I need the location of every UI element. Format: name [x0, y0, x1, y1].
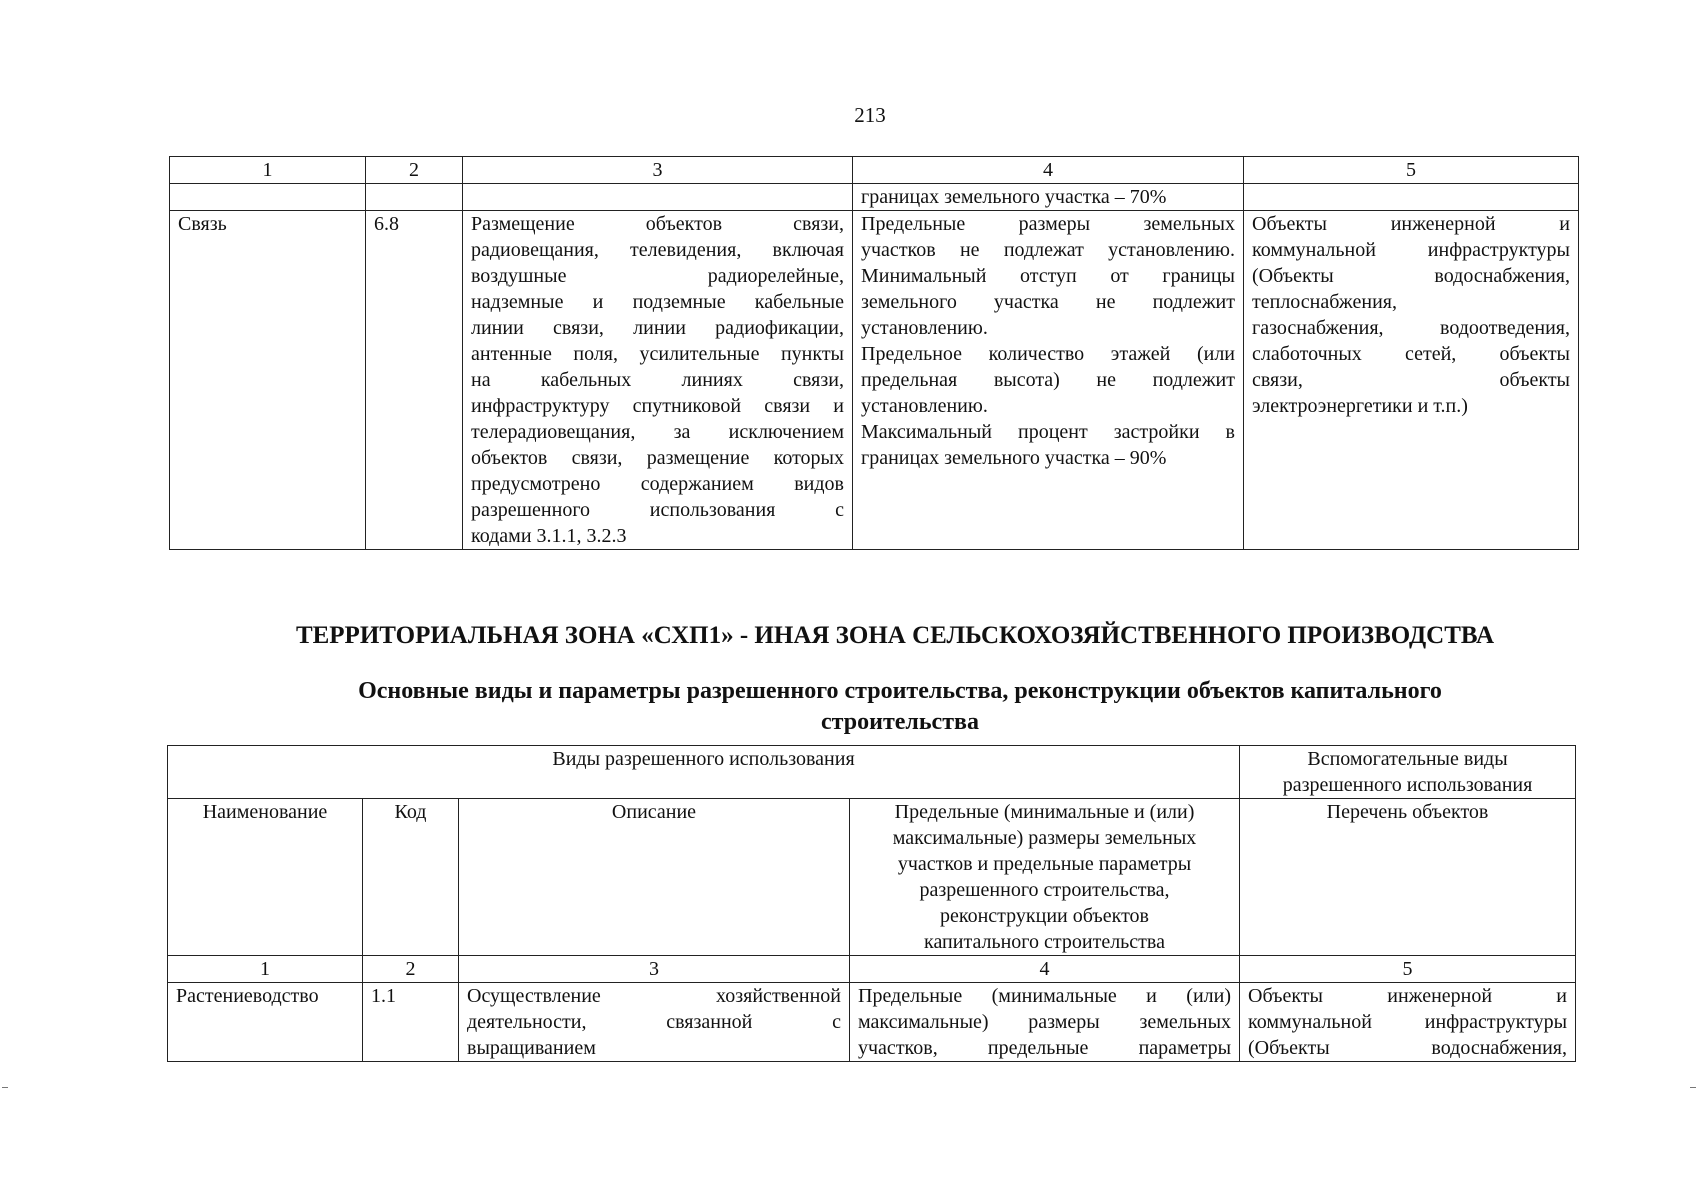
scan-edge-mark: [1690, 1087, 1696, 1088]
column-number-row: [168, 956, 1576, 983]
header-objects: Перечень объектов: [1240, 799, 1576, 956]
col-number: 2: [366, 157, 463, 184]
col-number: 3: [459, 956, 850, 983]
auxiliary-objects: Объекты инженерной и коммунальной инфраструктуры (Объекты водоснабжения, теплоснабжения, газоснабжения, водоотведения, слаботочных сетей, объекты связи, объекты электроэнергетики и т.п.): [1244, 211, 1579, 550]
use-parameters: Предельные (минимальные и (или) максимальные) размеры земельных участков, предельные параметры: [850, 983, 1240, 1062]
column-header-row: [168, 799, 1576, 956]
col-number: 4: [853, 157, 1244, 184]
section-subtitle: Основные виды и параметры разрешенного строительства, реконструкции объектов капитального строительства: [358, 678, 1442, 735]
use-description: Размещение объектов связи, радиовещания, телевидения, включая воздушные радиорелейные, надземные и подземные кабельные линии связи, линии радиофикации, антенные поля, усилительные пункты на кабельных линиях связи, инфраструктуру спутниковой связи и телерадиовещания, за исключением объектов связи, размещение которых предусмотрено содержанием видов разрешенного использования с кодами 3.1.1, 3.2.3: [463, 211, 853, 550]
scan-edge-mark: [2, 1087, 8, 1088]
col-number: 2: [363, 956, 459, 983]
use-parameters: Предельные размеры земельных участков не подлежат установлению. Минимальный отступ от границы земельного участка не подлежит установлению. Предельное количество этажей (или предельная высота) не подлежит установлению. Максимальный процент застройки в границах земельного участка – 90%: [853, 211, 1244, 550]
use-name: Растениеводство: [168, 983, 363, 1062]
page-number: 213: [854, 103, 886, 127]
col-number: 5: [1240, 956, 1576, 983]
column-number-row: [170, 157, 1579, 184]
table-cell: [366, 184, 463, 211]
auxiliary-header: Вспомогательные виды разрешенного использования: [1240, 746, 1576, 799]
col-number: 5: [1244, 157, 1579, 184]
continuation-row: [170, 184, 1579, 211]
zone-title: ТЕРРИТОРИАЛЬНАЯ ЗОНА «СХП1» - ИНАЯ ЗОНА СЕЛЬСКОХОЗЯЙСТВЕННОГО ПРОИЗВОДСТВА: [295, 622, 1495, 649]
group-header-row: [168, 746, 1576, 799]
auxiliary-objects: Объекты инженерной и коммунальной инфраструктуры (Объекты водоснабжения,: [1240, 983, 1576, 1062]
use-name: Связь: [170, 211, 366, 550]
use-description: Осуществление хозяйственной деятельности, связанной с выращиванием: [459, 983, 850, 1062]
continued-parameter-cell: границах земельного участка – 70%: [853, 184, 1244, 211]
use-code: 6.8: [366, 211, 463, 550]
col-number: 1: [168, 956, 363, 983]
header-parameters: Предельные (минимальные и (или) максимальные) размеры земельных участков и предельные параметры разрешенного строительства, реконструкции объектов капитального строительства: [850, 799, 1240, 956]
header-name: Наименование: [168, 799, 363, 956]
table-cell: [1244, 184, 1579, 211]
table-row: [170, 211, 1579, 550]
col-number: 1: [170, 157, 366, 184]
group-header: Виды разрешенного использования: [168, 746, 1240, 799]
header-description: Описание: [459, 799, 850, 956]
table-row: [168, 983, 1576, 1062]
table-cell: [170, 184, 366, 211]
use-code: 1.1: [363, 983, 459, 1062]
table-cell: [463, 184, 853, 211]
col-number: 3: [463, 157, 853, 184]
col-number: 4: [850, 956, 1240, 983]
header-code: Код: [363, 799, 459, 956]
permitted-use-table: [167, 745, 1576, 1062]
permitted-use-table-continued: [169, 156, 1579, 550]
